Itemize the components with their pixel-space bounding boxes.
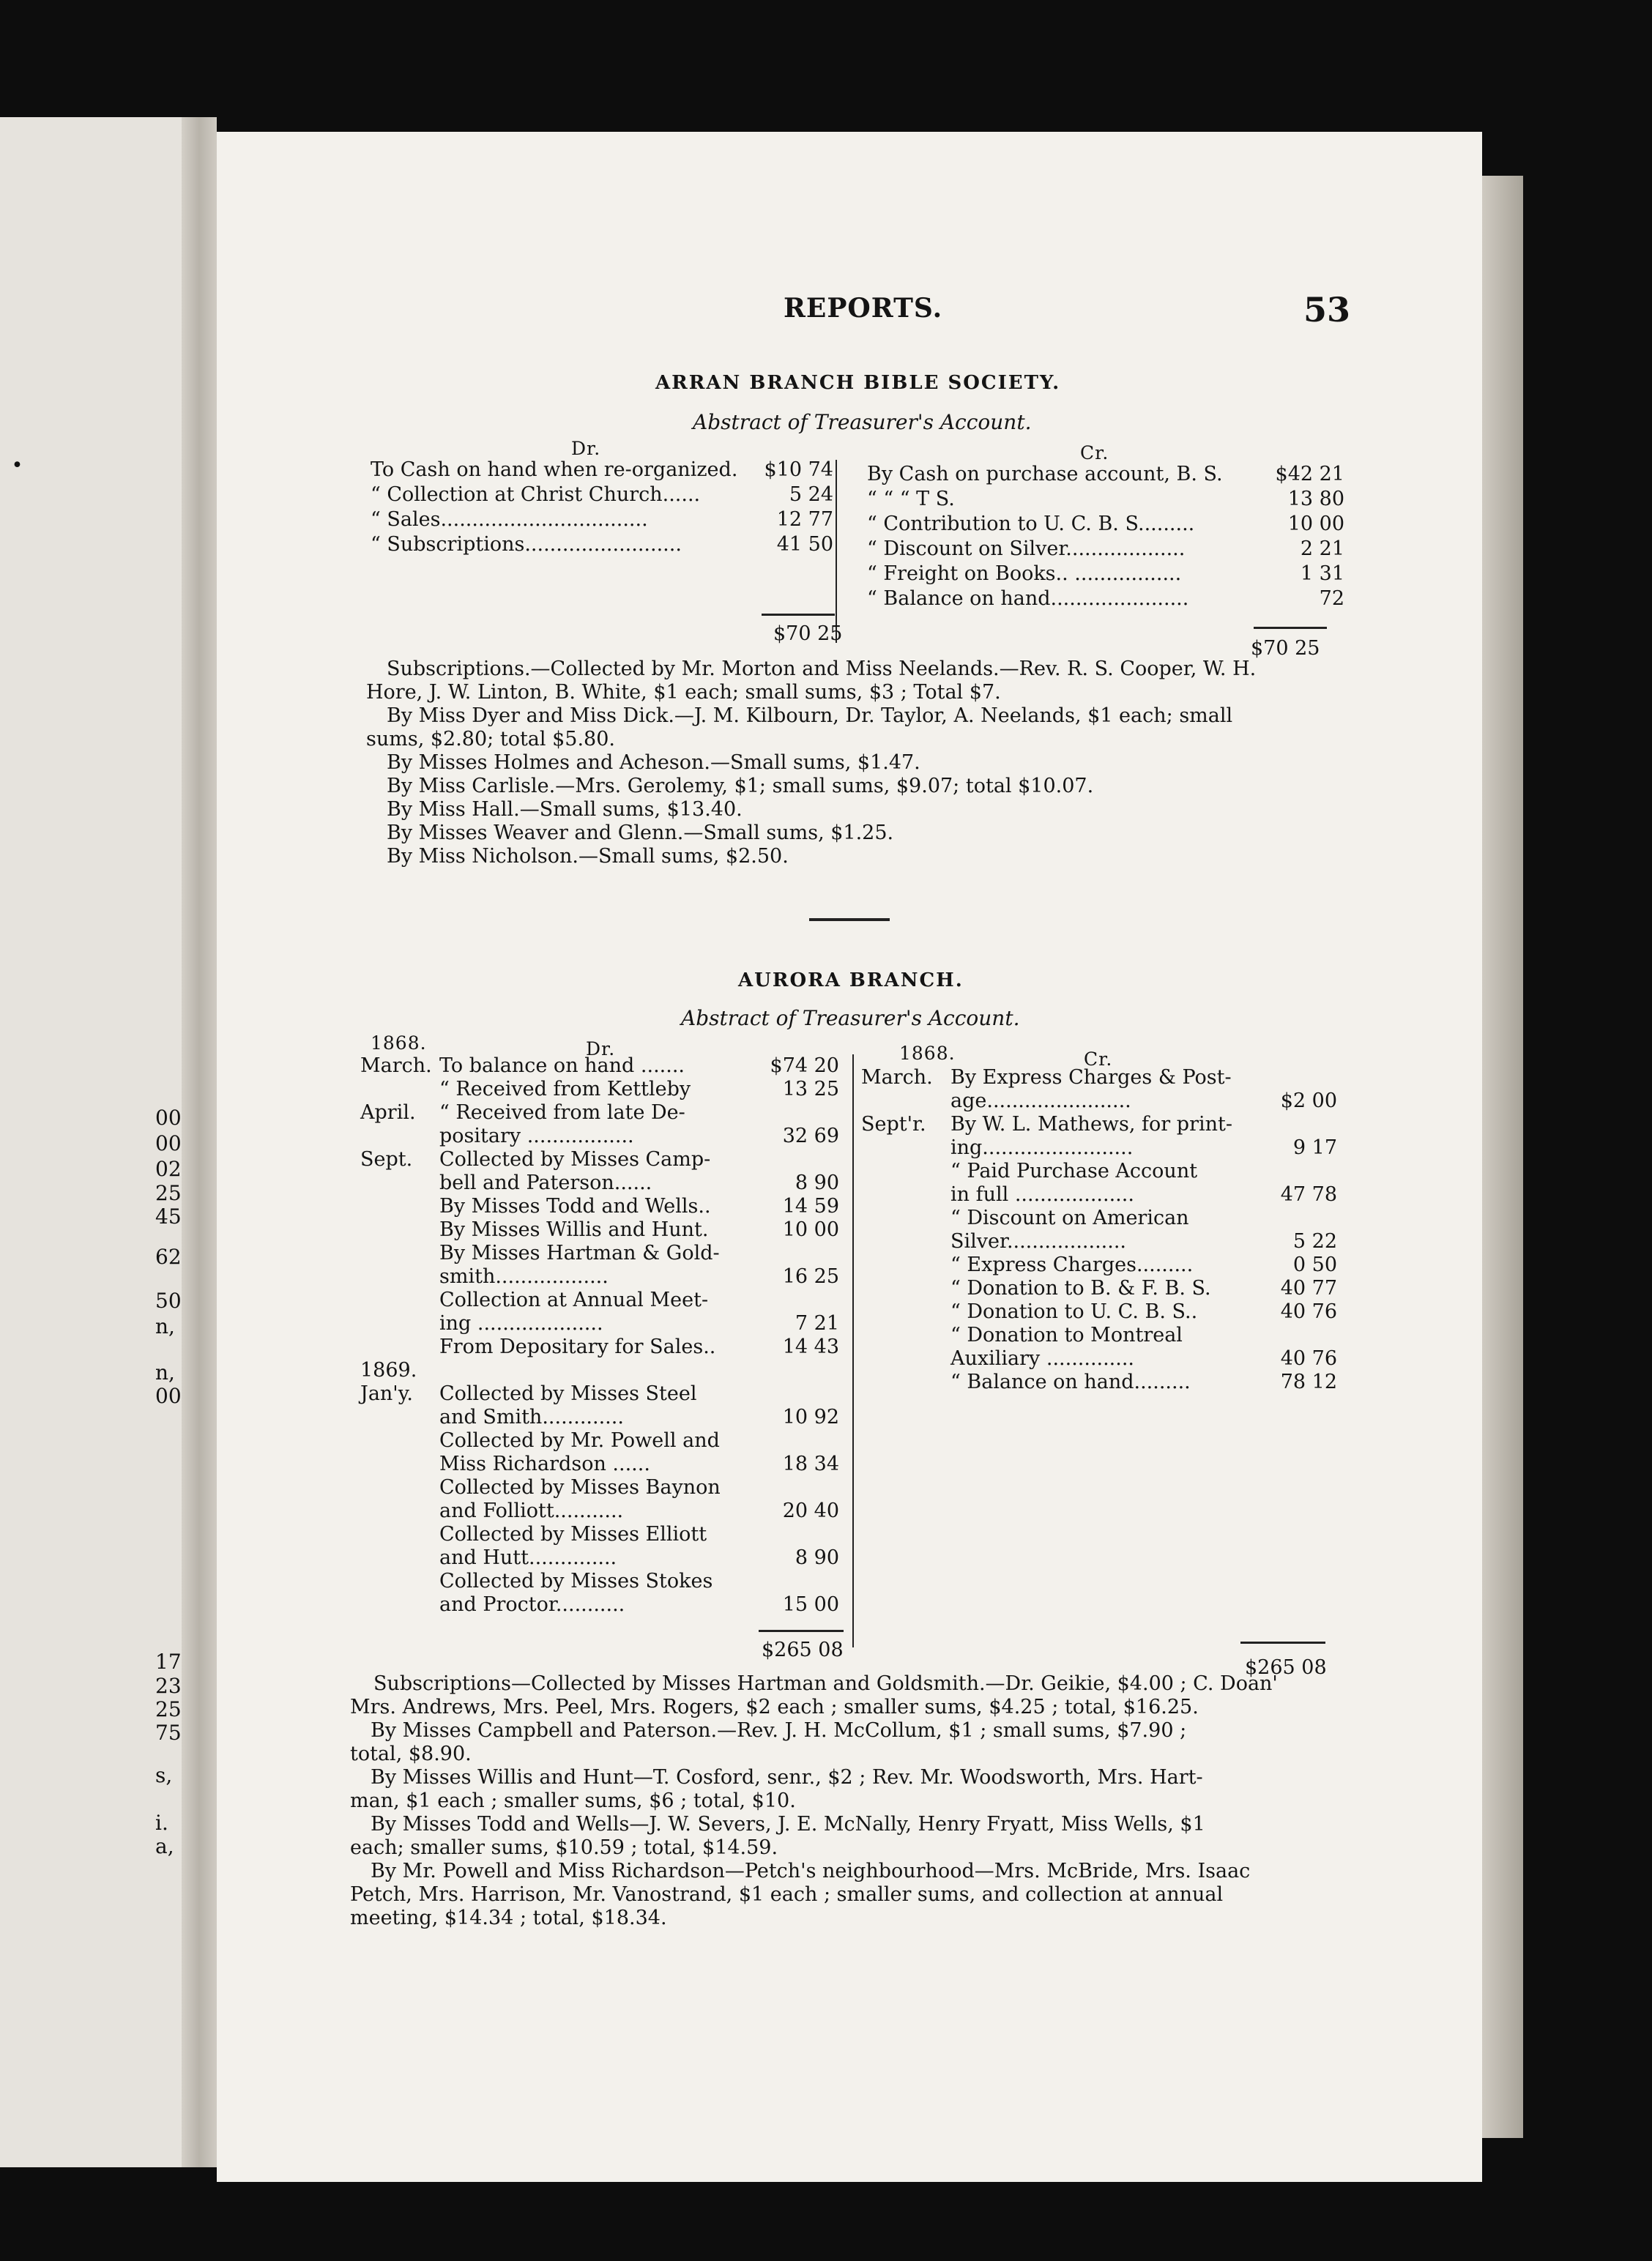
arran-column-divider xyxy=(836,460,837,643)
left-margin-text: 45 xyxy=(155,1204,182,1229)
arran-credit-label: “ “ “ T S. xyxy=(867,488,955,510)
arran-credit-label: “ Contribution to U. C. B. S......... xyxy=(867,513,1195,535)
arran-dr-heading: Dr. xyxy=(571,438,601,459)
aurora-subtitle: Abstract of Treasurer's Account. xyxy=(681,1006,1020,1030)
aurora-debit-amount: 15 00 xyxy=(782,1593,839,1616)
aurora-debit-text: and Proctor........... xyxy=(439,1593,625,1616)
aurora-debit-text: Collected by Misses Steel xyxy=(439,1382,697,1405)
left-margin-text: 02 xyxy=(155,1157,182,1181)
aurora-credit-text: By Express Charges & Post- xyxy=(950,1066,1232,1089)
aurora-debit-text: “ Received from late De- xyxy=(439,1101,685,1124)
aurora-debit-amount: 8 90 xyxy=(795,1546,839,1569)
arran-subscription-line: By Misses Holmes and Acheson.—Small sums, $1.47. xyxy=(387,751,920,774)
aurora-debit-date: April. xyxy=(360,1101,416,1124)
aurora-credit-text: age....................... xyxy=(950,1089,1131,1112)
aurora-credit-amount: 78 12 xyxy=(1280,1371,1337,1393)
left-margin-text: 00 xyxy=(155,1131,182,1155)
aurora-debit-text: By Misses Todd and Wells.. xyxy=(439,1195,711,1218)
aurora-credit-text: “ Donation to U. C. B. S.. xyxy=(950,1300,1198,1323)
aurora-subscription-line: By Misses Willis and Hunt—T. Cosford, senr., $2 ; Rev. Mr. Woodsworth, Mrs. Hart- xyxy=(371,1766,1203,1789)
aurora-debit-text: By Misses Willis and Hunt. xyxy=(439,1218,709,1241)
book-gutter xyxy=(182,117,217,2167)
aurora-cr-year: 1868. xyxy=(899,1043,956,1064)
arran-debit-amount: $10 74 xyxy=(764,458,833,481)
aurora-debit-text: Collected by Mr. Powell and xyxy=(439,1429,720,1452)
left-margin-text: 25 xyxy=(155,1181,182,1205)
aurora-debit-text: Miss Richardson ...... xyxy=(439,1453,650,1475)
arran-total-cr: $70 25 xyxy=(1251,637,1320,660)
arran-credit-amount: 13 80 xyxy=(1287,488,1344,510)
arran-subscription-line: By Miss Hall.—Small sums, $13.40. xyxy=(387,798,743,821)
arran-subscription-line: By Miss Dyer and Miss Dick.—J. M. Kilbourn, Dr. Taylor, A. Neelands, $1 each; small xyxy=(387,704,1233,727)
arran-subscription-line: Subscriptions.—Collected by Mr. Morton and Miss Neelands.—Rev. R. S. Cooper, W. H. xyxy=(387,658,1257,680)
aurora-credit-amount: 5 22 xyxy=(1292,1230,1337,1253)
aurora-debit-text: and Smith............. xyxy=(439,1406,624,1429)
aurora-cr-total-rule xyxy=(1240,1642,1325,1644)
aurora-credit-text: “ Paid Purchase Account xyxy=(950,1160,1198,1182)
aurora-debit-text: bell and Paterson...... xyxy=(439,1172,652,1194)
arran-subscription-line: By Misses Weaver and Glenn.—Small sums, $1.25. xyxy=(387,822,894,844)
aurora-debit-text: and Hutt.............. xyxy=(439,1546,617,1569)
aurora-subscription-line: By Misses Campbell and Paterson.—Rev. J. H. McCollum, $1 ; small sums, $7.90 ; xyxy=(371,1719,1187,1742)
arran-debit-label: “ Subscriptions......................... xyxy=(371,533,682,556)
arran-subscription-line: By Miss Carlisle.—Mrs. Gerolemy, $1; small sums, $9.07; total $10.07. xyxy=(387,775,1094,797)
aurora-debit-text: and Folliott........... xyxy=(439,1500,624,1522)
aurora-credit-amount: 40 76 xyxy=(1280,1300,1337,1323)
aurora-credit-date: Sept'r. xyxy=(861,1113,926,1136)
aurora-debit-date: March. xyxy=(360,1054,432,1077)
aurora-credit-amount: 0 50 xyxy=(1292,1254,1337,1276)
aurora-subscription-line: By Misses Todd and Wells—J. W. Severs, J. E. McNally, Henry Fryatt, Miss Wells, $1 xyxy=(371,1813,1205,1836)
aurora-debit-text: Collected by Misses Stokes xyxy=(439,1570,713,1593)
aurora-debit-text: positary ................. xyxy=(439,1125,634,1147)
aurora-credit-text: “ Discount on American xyxy=(950,1207,1189,1229)
aurora-credit-amount: 9 17 xyxy=(1292,1136,1337,1159)
aurora-subscription-line: meeting, $14.34 ; total, $18.34. xyxy=(350,1907,667,1929)
arran-cr-total-rule xyxy=(1254,627,1327,629)
page-edge xyxy=(1482,176,1523,2138)
aurora-subscription-line: Subscriptions—Collected by Misses Hartman and Goldsmith.—Dr. Geikie, $4.00 ; C. Doan' xyxy=(373,1672,1278,1695)
left-margin-text: 50 xyxy=(155,1289,182,1313)
left-margin-text: n, xyxy=(155,1314,175,1338)
aurora-total-cr: $265 08 xyxy=(1245,1656,1327,1679)
arran-title: ARRAN BRANCH BIBLE SOCIETY. xyxy=(655,372,1061,394)
aurora-dr-heading: Dr. xyxy=(586,1038,616,1059)
aurora-credit-text: “ Donation to B. & F. B. S. xyxy=(950,1277,1211,1300)
left-margin-text: a, xyxy=(155,1834,174,1858)
left-margin-text: 17 xyxy=(155,1650,182,1674)
arran-credit-amount: 2 21 xyxy=(1300,537,1344,560)
aurora-debit-text: To balance on hand ....... xyxy=(439,1054,685,1077)
arran-debit-label: “ Sales................................. xyxy=(371,508,648,531)
aurora-debit-amount: 32 69 xyxy=(782,1125,839,1147)
left-page-fragment xyxy=(0,117,182,2167)
aurora-debit-text: Collected by Misses Baynon xyxy=(439,1476,721,1499)
aurora-total-dr: $265 08 xyxy=(762,1639,844,1661)
aurora-credit-text: By W. L. Mathews, for print- xyxy=(950,1113,1232,1136)
left-margin-text: · xyxy=(10,439,25,491)
section-separator xyxy=(809,918,890,921)
aurora-credit-text: Silver................... xyxy=(950,1230,1127,1253)
aurora-debit-amount: 20 40 xyxy=(782,1500,839,1522)
left-margin-text: n, xyxy=(155,1360,175,1385)
aurora-debit-date: Sept. xyxy=(360,1148,413,1171)
aurora-debit-text: From Depositary for Sales.. xyxy=(439,1336,716,1358)
arran-credit-label: “ Freight on Books.. ................. xyxy=(867,562,1182,585)
aurora-subscription-line: total, $8.90. xyxy=(350,1743,472,1765)
aurora-debit-text: By Misses Hartman & Gold- xyxy=(439,1242,720,1264)
aurora-credit-text: “ Balance on hand......... xyxy=(950,1371,1191,1393)
aurora-debit-text: smith.................. xyxy=(439,1265,609,1288)
left-margin-text: 25 xyxy=(155,1697,182,1721)
aurora-cr-heading: Cr. xyxy=(1084,1048,1113,1070)
arran-subscription-line: Hore, J. W. Linton, B. White, $1 each; small sums, $3 ; Total $7. xyxy=(366,681,1001,704)
left-margin-text: 00 xyxy=(155,1106,182,1130)
aurora-debit-amount: 13 25 xyxy=(782,1078,839,1100)
arran-subscription-line: sums, $2.80; total $5.80. xyxy=(366,728,615,750)
aurora-debit-text: ing .................... xyxy=(439,1312,603,1335)
aurora-column-divider xyxy=(852,1054,854,1647)
arran-debit-label: To Cash on hand when re-organized. xyxy=(371,458,738,481)
aurora-debit-amount: $74 20 xyxy=(770,1054,839,1077)
aurora-debit-text: Collection at Annual Meet- xyxy=(439,1289,709,1311)
aurora-dr-total-rule xyxy=(759,1630,844,1632)
arran-subtitle: Abstract of Treasurer's Account. xyxy=(693,410,1032,434)
aurora-credit-amount: 40 76 xyxy=(1280,1347,1337,1370)
aurora-debit-date: Jan'y. xyxy=(360,1382,413,1405)
left-margin-text: 23 xyxy=(155,1674,182,1698)
running-title: REPORTS. xyxy=(784,293,943,324)
aurora-debit-amount: 14 59 xyxy=(782,1195,839,1218)
aurora-debit-amount: 14 43 xyxy=(782,1336,839,1358)
aurora-credit-amount: 40 77 xyxy=(1280,1277,1337,1300)
arran-credit-amount: 10 00 xyxy=(1287,513,1344,535)
aurora-debit-text: Collected by Misses Camp- xyxy=(439,1148,711,1171)
aurora-credit-text: ing........................ xyxy=(950,1136,1134,1159)
aurora-credit-text: “ Express Charges......... xyxy=(950,1254,1194,1276)
aurora-credit-text: Auxiliary .............. xyxy=(950,1347,1135,1370)
arran-debit-label: “ Collection at Christ Church...... xyxy=(371,483,701,506)
aurora-debit-date: 1869. xyxy=(360,1359,417,1382)
aurora-dr-year: 1868. xyxy=(371,1032,427,1054)
aurora-credit-amount: 47 78 xyxy=(1280,1183,1337,1206)
aurora-subscription-line: man, $1 each ; smaller sums, $6 ; total, $10. xyxy=(350,1789,796,1812)
left-margin-text: 62 xyxy=(155,1245,182,1269)
aurora-subscription-line: Petch, Mrs. Harrison, Mr. Vanostrand, $1 each ; smaller sums, and collection at annual xyxy=(350,1883,1224,1906)
aurora-debit-amount: 8 90 xyxy=(795,1172,839,1194)
page-number: 53 xyxy=(1303,290,1351,329)
arran-credit-amount: 1 31 xyxy=(1300,562,1344,585)
left-margin-text: s, xyxy=(155,1763,173,1787)
arran-debit-amount: 5 24 xyxy=(789,483,833,506)
arran-credit-label: “ Discount on Silver................... xyxy=(867,537,1186,560)
arran-subscription-line: By Miss Nicholson.—Small sums, $2.50. xyxy=(387,845,789,868)
aurora-debit-amount: 10 00 xyxy=(782,1218,839,1241)
aurora-debit-amount: 18 34 xyxy=(782,1453,839,1475)
arran-total-dr: $70 25 xyxy=(773,622,843,645)
aurora-subscription-line: Mrs. Andrews, Mrs. Peel, Mrs. Rogers, $2 each ; smaller sums, $4.25 ; total, $16.25. xyxy=(350,1696,1199,1718)
aurora-subscription-line: By Mr. Powell and Miss Richardson—Petch's neighbourhood—Mrs. McBride, Mrs. Isaac xyxy=(371,1860,1251,1882)
left-margin-text: 75 xyxy=(155,1721,182,1745)
arran-credit-label: By Cash on purchase account, B. S. xyxy=(867,463,1223,485)
aurora-debit-text: “ Received from Kettleby xyxy=(439,1078,691,1100)
aurora-debit-amount: 7 21 xyxy=(795,1312,839,1335)
aurora-title: AURORA BRANCH. xyxy=(738,969,964,991)
aurora-debit-amount: 10 92 xyxy=(782,1406,839,1429)
arran-credit-amount: 72 xyxy=(1319,587,1344,610)
left-margin-text: i. xyxy=(155,1811,168,1835)
arran-debit-amount: 41 50 xyxy=(776,533,833,556)
arran-credit-label: “ Balance on hand...................... xyxy=(867,587,1189,610)
aurora-credit-amount: $2 00 xyxy=(1280,1089,1337,1112)
aurora-credit-text: in full ................... xyxy=(950,1183,1134,1206)
aurora-subscription-line: each; smaller sums, $10.59 ; total, $14.59. xyxy=(350,1836,778,1859)
arran-debit-amount: 12 77 xyxy=(776,508,833,531)
aurora-credit-text: “ Donation to Montreal xyxy=(950,1324,1183,1346)
arran-credit-amount: $42 21 xyxy=(1275,463,1344,485)
aurora-debit-text: Collected by Misses Elliott xyxy=(439,1523,707,1546)
arran-cr-heading: Cr. xyxy=(1080,442,1109,463)
aurora-credit-date: March. xyxy=(861,1066,933,1089)
arran-dr-total-rule xyxy=(762,614,835,616)
left-margin-text: 00 xyxy=(155,1384,182,1408)
aurora-debit-amount: 16 25 xyxy=(782,1265,839,1288)
